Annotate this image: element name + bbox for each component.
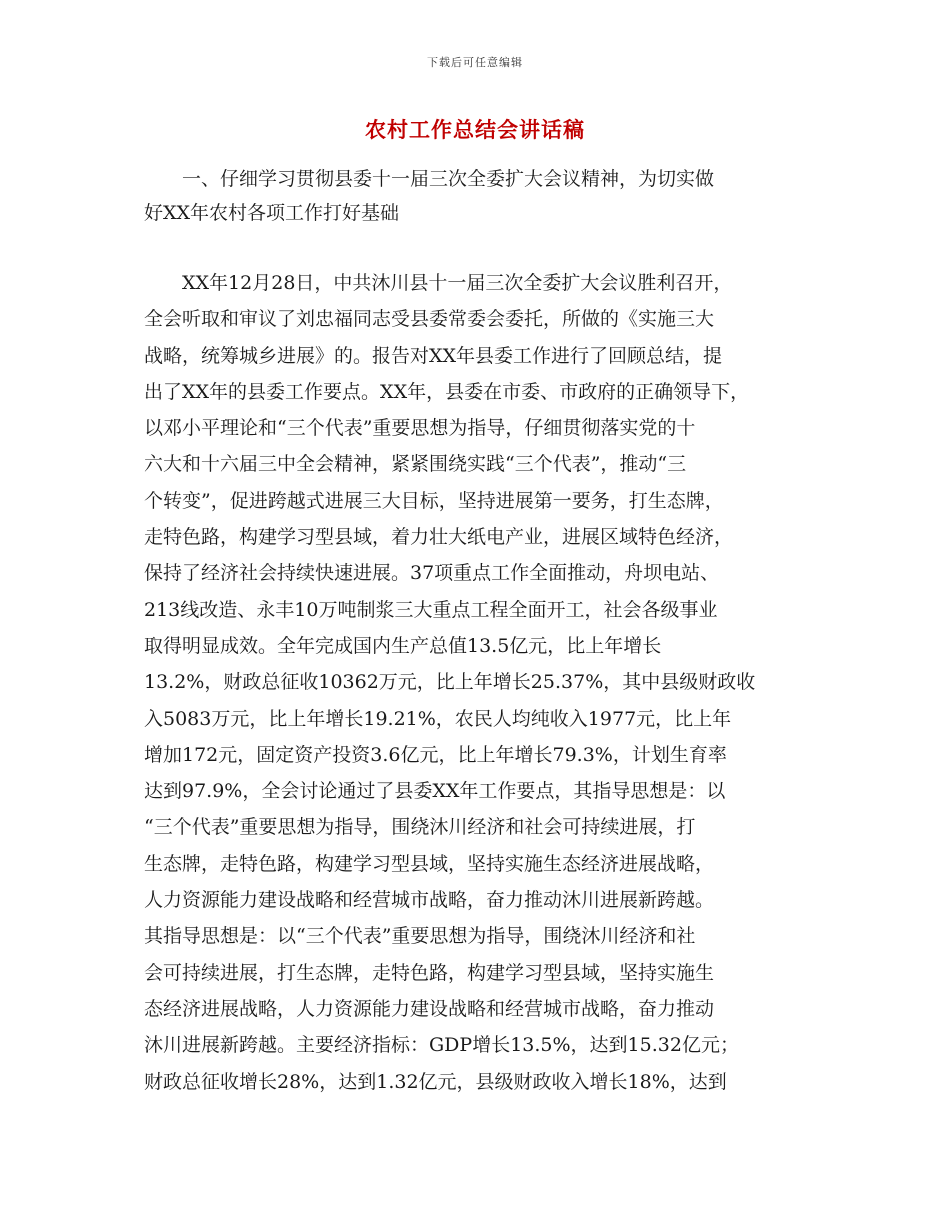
text-line: 走特色路，构建学习型县域，着力壮大纸电产业，进展区域特色经济， xyxy=(144,526,734,549)
text-line: 全会听取和审议了刘忠福同志受县委常委会委托，所做的《实施三大 xyxy=(144,308,715,331)
text-line: “三个代表”重要思想为指导，围绕沐川经济和社会可持续进展，打 xyxy=(144,816,696,839)
text-line: 一、仔细学习贯彻县委十一届三次全委扩大会议精神，为切实做 xyxy=(144,168,715,190)
body-paragraph xyxy=(144,265,824,1100)
document-title: 农村工作总结会讲话稿 xyxy=(365,117,585,142)
text-line: 取得明显成效。全年完成国内生产总值13.5亿元，比上年增长 xyxy=(144,634,662,657)
text-line: 财政总征收增长28%，达到1.32亿元，县级财政收入增长18%，达到 xyxy=(144,1070,727,1093)
text-line: 出了XX年的县委工作要点。XX年，县委在市委、市政府的正确领导下， xyxy=(144,380,750,403)
text-line: 会可持续进展，打生态牌，走特色路，构建学习型县域，坚持实施生 xyxy=(144,961,715,984)
text-line: 个转变”，促进跨越式进展三大目标，坚持进展第一要务，打生态牌， xyxy=(144,489,724,512)
text-line: 213线改造、永丰10万吨制浆三大重点工程全面开工，社会各级事业 xyxy=(144,598,718,621)
text-line: 战略，统筹城乡进展》的。报告对XX年县委工作进行了回顾总结，提 xyxy=(144,344,723,367)
section-heading xyxy=(144,162,824,230)
text-line: 其指导思想是：以“三个代表”重要思想为指导，围绕沐川经济和社 xyxy=(144,925,696,948)
text-line: XX年12月28日，中共沐川县十一届三次全委扩大会议胜利召开， xyxy=(144,272,733,294)
text-line: 好XX年农村各项工作打好基础 xyxy=(144,202,400,224)
text-line: 入5083万元，比上年增长19.21%，农民人均纯收入1977元，比上年 xyxy=(144,707,732,730)
text-line: 保持了经济社会持续快速进展。37项重点工作全面推动，舟坝电站、 xyxy=(144,562,720,585)
text-line: 人力资源能力建设战略和经营城市战略，奋力推动沐川进展新跨越。 xyxy=(144,889,715,912)
text-line: 态经济进展战略，人力资源能力建设战略和经营城市战略，奋力推动 xyxy=(144,997,715,1020)
page-header-note: 下载后可任意编辑 xyxy=(427,56,523,69)
text-line: 增加172元，固定资产投资3.6亿元，比上年增长79.3%，计划生育率 xyxy=(144,743,727,766)
text-line: 以邓小平理论和“三个代表”重要思想为指导，仔细贯彻落实党的十 xyxy=(144,417,696,440)
text-line: 沐川进展新跨越。主要经济指标：GDP增长13.5%，达到15.32亿元； xyxy=(144,1034,739,1057)
text-line: 13.2%，财政总征收10362万元，比上年增长25.37%，其中县级财政收 xyxy=(144,671,756,694)
text-line: 生态牌，走特色路，构建学习型县域，坚持实施生态经济进展战略， xyxy=(144,852,715,875)
text-line: 达到97.9%，全会讨论通过了县委XX年工作要点，其指导思想是：以 xyxy=(144,780,726,803)
text-line: 六大和十六届三中全会精神，紧紧围绕实践“三个代表”，推动“三 xyxy=(144,453,687,476)
